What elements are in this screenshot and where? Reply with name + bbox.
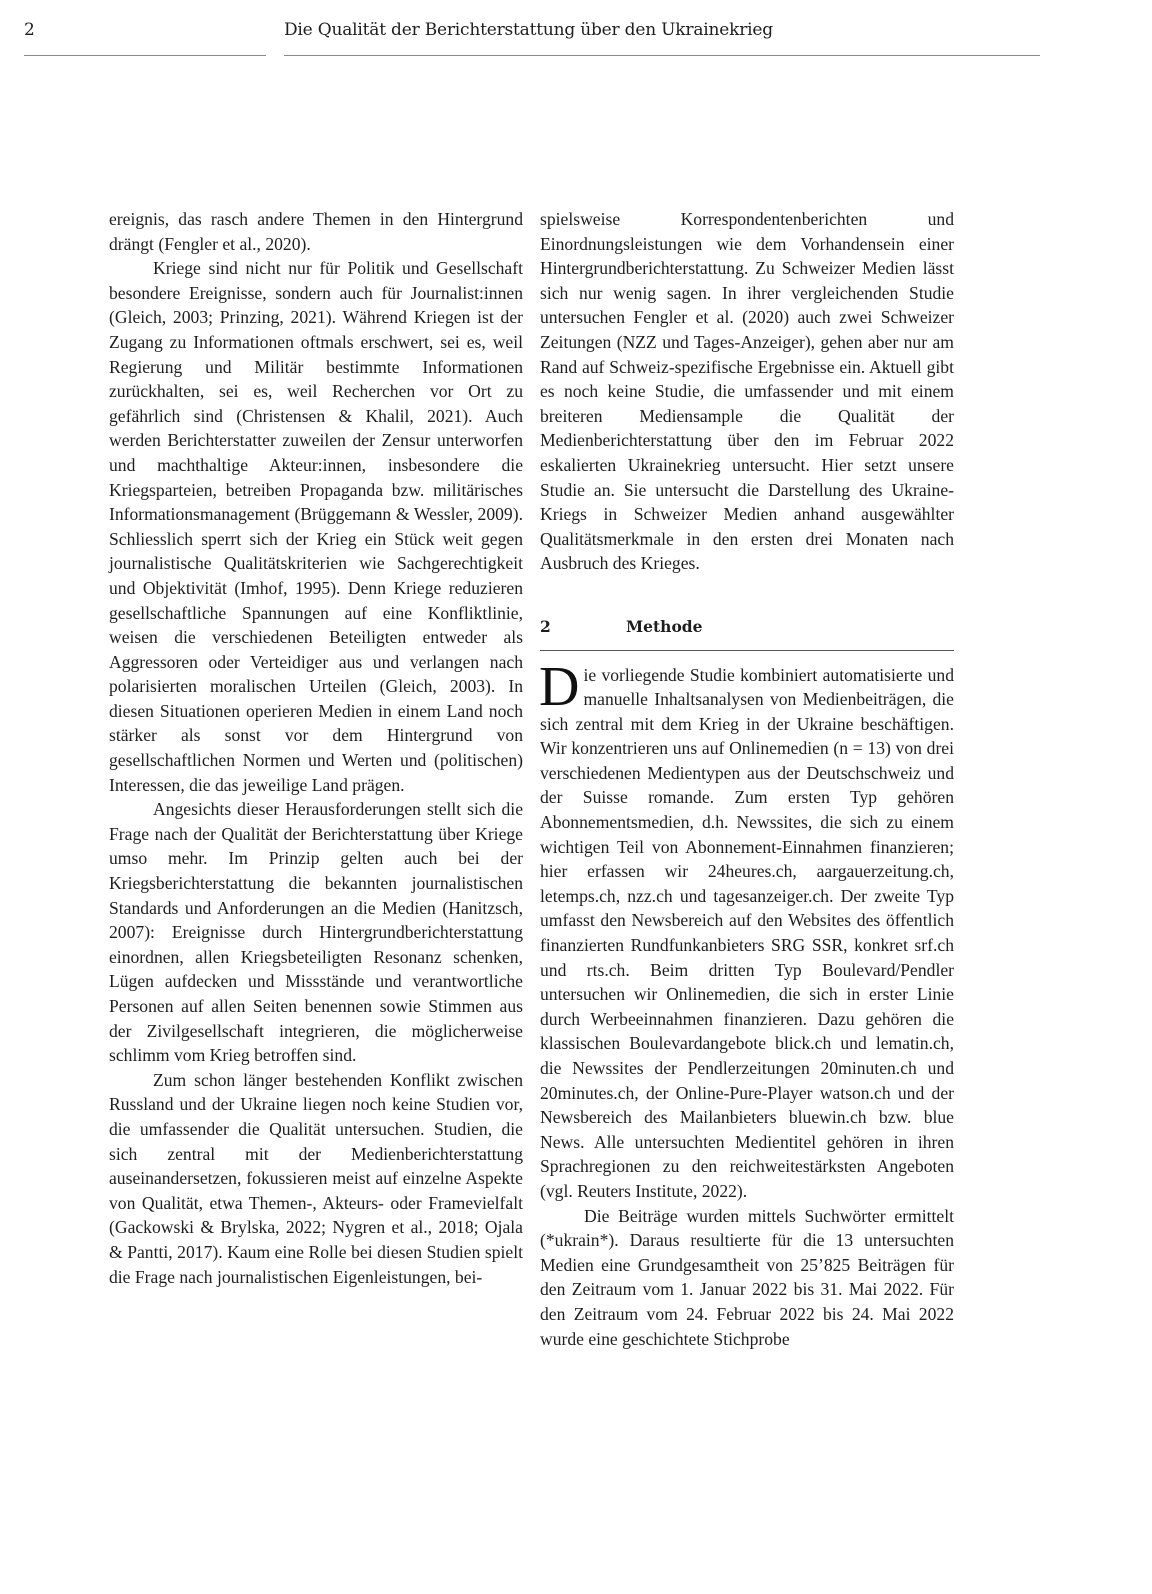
- running-title: Die Qualität der Berichterstattung über den Ukrainekrieg: [284, 20, 773, 40]
- paragraph: ereignis, das rasch andere Themen in den Hintergrund drängt (Fengler et al., 2020).: [109, 209, 523, 254]
- paragraph: Kriege sind nicht nur für Politik und Gesellschaft besondere Ereignisse, sondern auch für Journalist:innen (Gleich, 2003; Prinzing, 2021). Während Kriegen ist der Zugang zu Informationen oftmals erschwert, sei es, weil Regierung und Militär bestimmte Informationen zurückhalten, sei es, weil Recherchen vor Ort zu gefährlich sind (Christensen & Khalil, 2021). Auch werden Berichterstatter zuweilen der Zensur unterworfen und machthaltige Akteur:innen, insbesondere die Kriegsparteien, betreiben Propaganda bzw. militärisches Informationsmanagement (Brüggemann & Wessler, 2009). Schliesslich sperrt sich der Krieg ein Stück weit gegen journalistische Qualitätskriterien wie Sachgerechtigkeit und Objektivität (Imhof, 1995). Denn Kriege reduzieren gesellschaftliche Spannungen auf eine Konfliktlinie, weisen die verschiedenen Beteiligten entweder als Aggressoren oder Verteidiger aus und verlangen nach polarisierten moralischen Urteilen (Gleich, 2003). In diesen Situationen operieren Medien in einem Land noch stärker als sonst vor dem Hintergrund von gesellschaftlichen Normen und Werten und (politischen) Interessen, die das jeweilige Land prägen.: [109, 258, 523, 795]
- right-column: [540, 207, 954, 1351]
- section-heading: [540, 615, 954, 651]
- header-rule-left: [24, 55, 266, 56]
- paragraph: Die Beiträge wurden mittels Suchwörter ermittelt (*ukrain*). Daraus resultierte für die 13 untersuchten Medien eine Grundgesamtheit von 25’825 Beiträgen für den Zeitraum vom 1. Januar 2022 bis 31. Mai 2022. Für den Zeitraum vom 24. Februar 2022 bis 24. Mai 2022 wurde eine geschichtete Stichprobe: [540, 1205, 954, 1349]
- drop-cap: D: [539, 655, 580, 718]
- left-column: [109, 207, 523, 1289]
- paragraph: spielsweise Korrespondentenberichten und Einordnungsleistungen wie dem Vorhandensein einer Hintergrundberichterstattung. Zu Schweizer Medien lässt sich nur wenig sagen. In ihrer vergleichenden Studie untersuchen Fengler et al. (2020) auch zwei Schweizer Zeitungen (NZZ und Tages-Anzeiger), gehen aber nur am Rand auf Schweiz-spezifische Ergebnisse ein. Aktuell gibt es noch keine Studie, die umfassender und mit einem breiteren Mediensample die Qualität der Medienberichterstattung über den im Februar 2022 eskalierten Ukrainekrieg untersucht. Hier setzt unsere Studie an. Sie untersucht die Darstellung des Ukraine-Kriegs in Schweizer Medien anhand ausgewählter Qualitätsmerkmale in den ersten drei Monaten nach Ausbruch des Krieges.: [540, 209, 954, 574]
- section-number: 2: [540, 616, 551, 636]
- paragraph: Angesichts dieser Herausforderungen stellt sich die Frage nach der Qualität der Berichterstattung über Kriege umso mehr. Im Prinzip gelten auch bei der Kriegsberichterstattung die bekannten journalistischen Standards und Anforderungen an die Medien (Hanitzsch, 2007): Ereignisse durch Hintergrundberichterstattung einordnen, allen Kriegsbeteiligten Resonanz schenken, Lügen aufdecken und Missstände und verantwortliche Personen auf allen Seiten benennen sowie Stimmen aus der Zivilgesellschaft integrieren, die möglicherweise schlimm vom Krieg betroffen sind.: [109, 799, 523, 1066]
- section-title: Methode: [626, 616, 703, 636]
- running-header: [0, 18, 1152, 58]
- header-rule-right: [284, 55, 1040, 56]
- paragraph: Zum schon länger bestehenden Konflikt zwischen Russland und der Ukraine liegen noch keine Studien vor, die umfassender die Qualität untersuchen. Studien, die sich zentral mit der Medienberichterstattung auseinandersetzen, fokussieren meist auf einzelne Aspekte von Qualität, etwa Themen-, Akteurs- oder Framevielfalt (Gackowski & Brylska, 2022; Nygren et al., 2018; Ojala & Pantti, 2017). Kaum eine Rolle bei diesen Studien spielt die Frage nach journalistischen Eigenleistungen, bei-: [109, 1069, 523, 1287]
- paragraph-text: ie vorliegende Studie kombiniert automatisierte und manuelle Inhaltsanalysen von Medienbeiträgen, die sich zentral mit dem Krieg in der Ukraine beschäftigen. Wir konzentrieren uns auf Onlinemedien (n = 13) von drei verschiedenen Medientypen aus der Deutschschweiz und der Suisse romande. Zum ersten Typ gehören Abonnementsmedien, d.h. Newssites, die sich zu einem wichtigen Teil von Abonnement-Einnahmen finanzieren; hier erfassen wir 24heures.ch, aargauerzeitung.ch, letemps.ch, nzz.ch und tagesanzeiger.ch. Der zweite Typ umfasst den Newsbereich auf den Websites des öffentlich finanzierten Rundfunkanbieters SRG SSR, konkret srf.ch und rts.ch. Beim dritten Typ Boulevard/Pendler untersuchen wir Onlinemedien, die sich in erster Linie durch Werbeeinnahmen finanzieren. Dazu gehören die klassischen Boulevardangebote blick.ch und lematin.ch, die Newssites der Pendlerzeitungen 20minuten.ch und 20minutes.ch, der Online-Pure-Player watson.ch und der Newsbereich des Mailanbieters bluewin.ch bzw. blue News. Alle untersuchten Medientitel gehören in ihren Sprachregionen zu den reichweitestärksten Angeboten (vgl. Reuters Institute, 2022).: [540, 664, 954, 1201]
- paragraph: [539, 655, 954, 1204]
- page-number: 2: [24, 20, 35, 40]
